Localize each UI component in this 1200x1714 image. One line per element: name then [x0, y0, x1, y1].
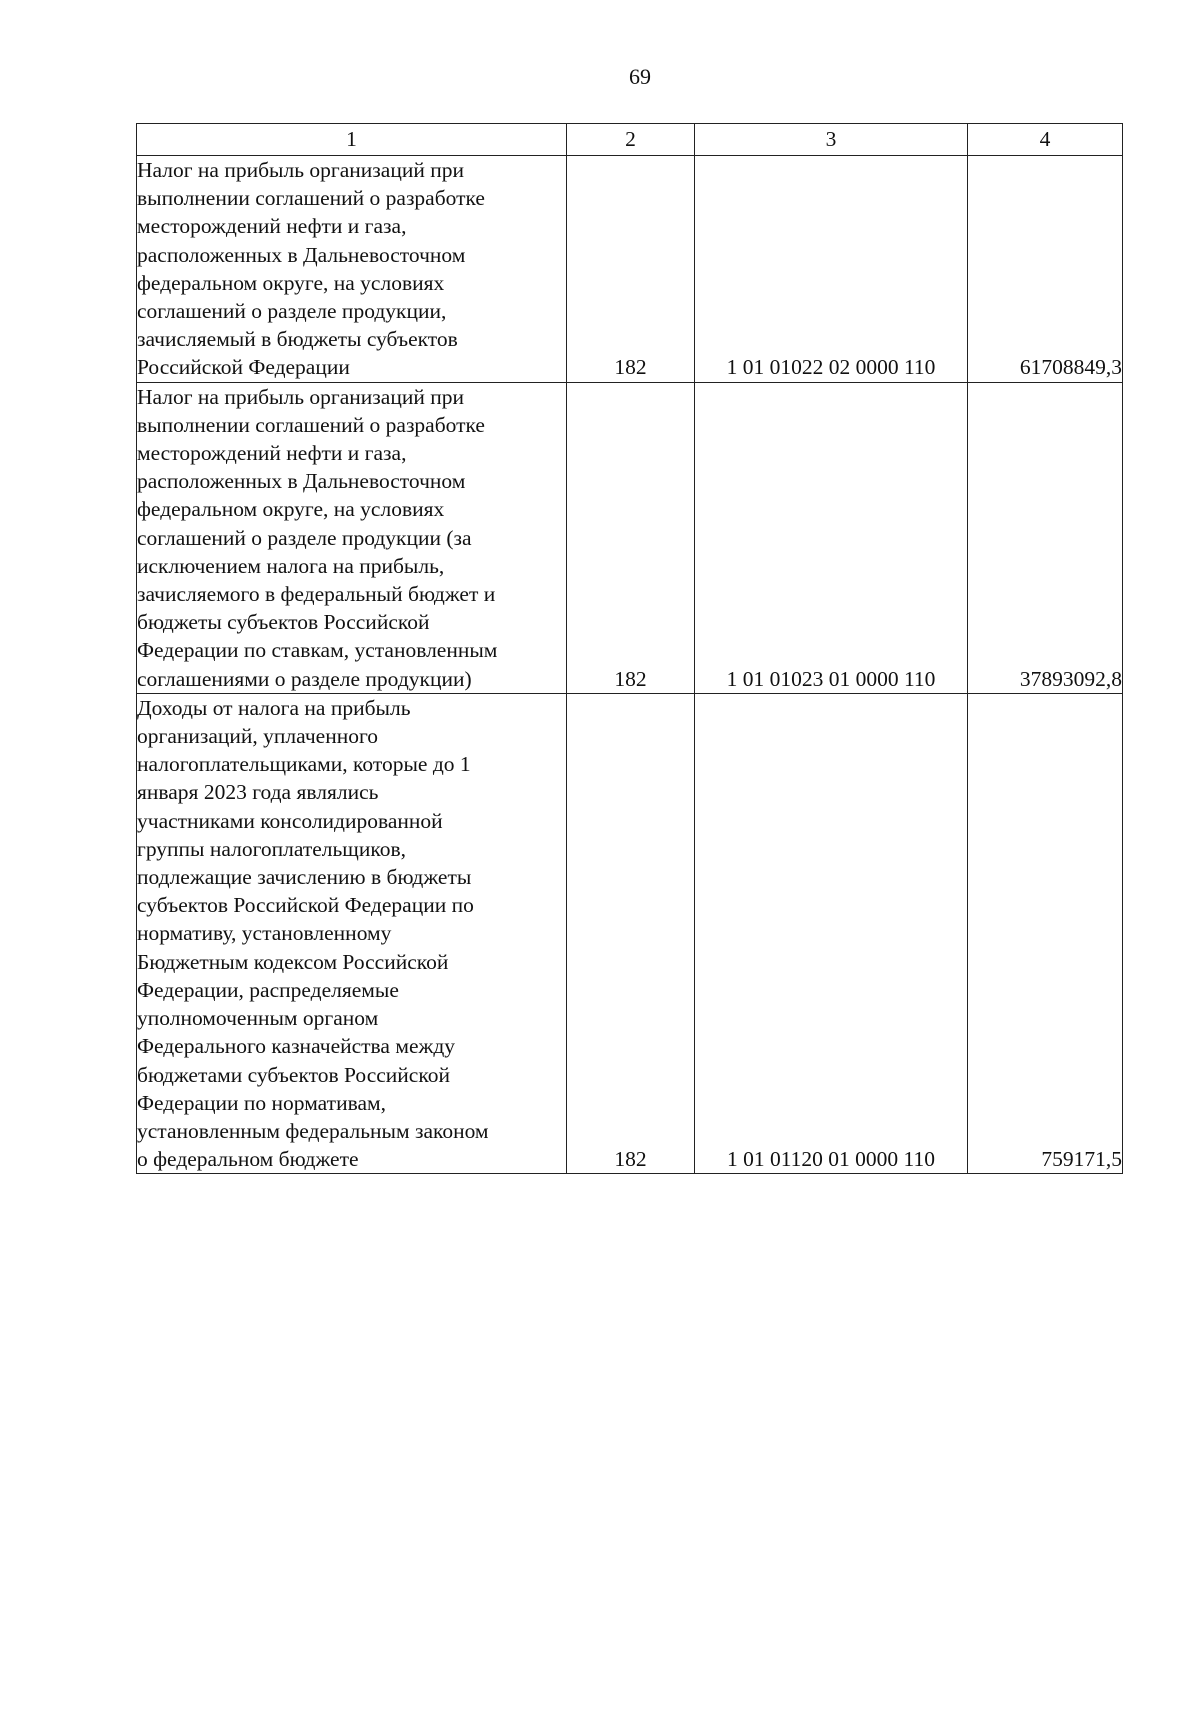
- admin-code-cell: 182: [567, 382, 695, 693]
- table-row: [137, 156, 1123, 383]
- revenue-name-cell: Доходы от налога на прибыль организаций, уплаченного налогоплательщиками, которые до 1 января 2023 года являлись участниками консолидированной группы налогоплательщиков, подлежащие зачислению в бюджеты субъектов Российской Федерации по нормативу, установленному Бюджетным кодексом Российской Федерации, распределяемые уполномоченным органом Федерального казначейства между бюджетами субъектов Российской Федерации по нормативам, установленным федеральным законом о федеральном бюджете: [137, 693, 567, 1173]
- table-row: [137, 382, 1123, 693]
- table-row: [137, 693, 1123, 1173]
- revenue-name-cell: Налог на прибыль организаций при выполнении соглашений о разработке месторождений нефти и газа, расположенных в Дальневосточном федеральном округе, на условиях соглашений о разделе продукции (за исключением налога на прибыль, зачисляемого в федеральный бюджет и бюджеты субъектов Российской Федерации по ставкам, установленным соглашениями о разделе продукции): [137, 382, 567, 693]
- page-number: 69: [629, 64, 651, 89]
- classification-code-cell: 1 01 01023 01 0000 110: [695, 382, 968, 693]
- revenue-name-cell: Налог на прибыль организаций при выполнении соглашений о разработке месторождений нефти и газа, расположенных в Дальневосточном федеральном округе, на условиях соглашений о разделе продукции, зачисляемый в бюджеты субъектов Российской Федерации: [137, 156, 567, 383]
- amount-cell: 37893092,8: [968, 382, 1123, 693]
- table-header-row: [137, 124, 1123, 156]
- amount-cell: 759171,5: [968, 693, 1123, 1173]
- amount-cell: 61708849,3: [968, 156, 1123, 383]
- column-header-4: 4: [968, 124, 1123, 156]
- admin-code-cell: 182: [567, 693, 695, 1173]
- classification-code-cell: 1 01 01022 02 0000 110: [695, 156, 968, 383]
- classification-code-cell: 1 01 01120 01 0000 110: [695, 693, 968, 1173]
- column-header-3: 3: [695, 124, 968, 156]
- column-header-2: 2: [567, 124, 695, 156]
- column-header-1: 1: [137, 124, 567, 156]
- revenue-table: [136, 123, 1123, 1174]
- admin-code-cell: 182: [567, 156, 695, 383]
